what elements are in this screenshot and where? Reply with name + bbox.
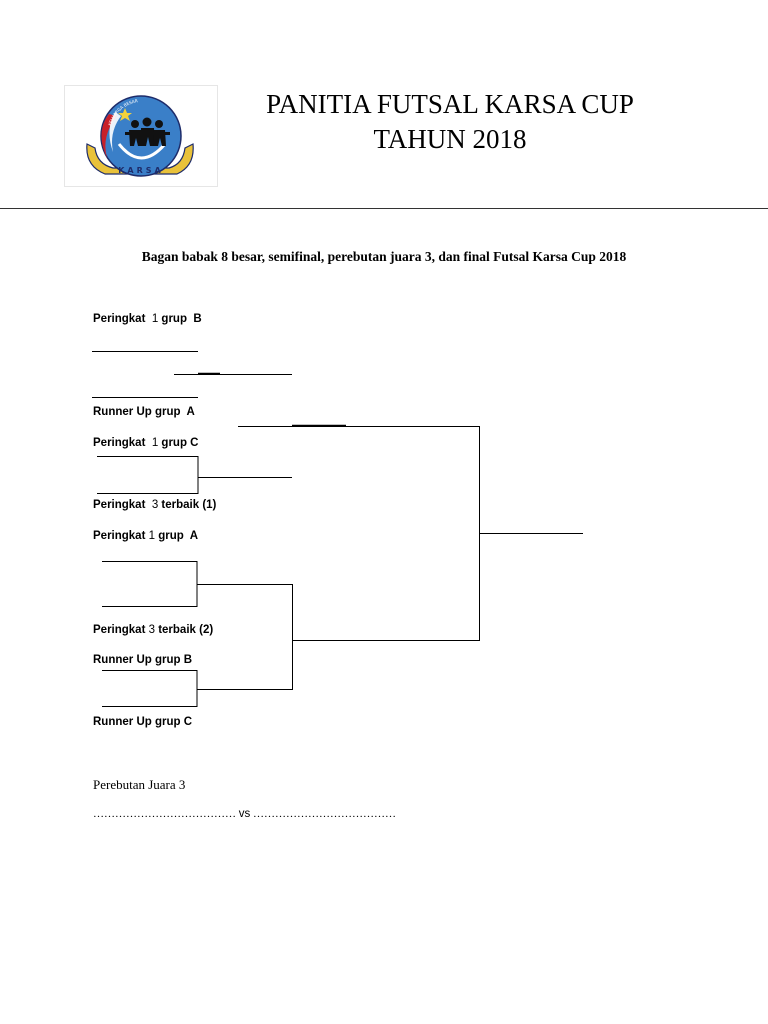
page-title-line1: PANITIA FUTSAL KARSA CUP: [266, 89, 634, 119]
karsa-emblem-icon: [65, 86, 217, 186]
logo-bottom-text: KARSA: [118, 166, 164, 175]
team-slot-7: Runner Up grup B: [93, 654, 193, 666]
karsa-logo: [64, 85, 218, 187]
logo-arc-text: KELUARGA BESAR: [107, 98, 139, 127]
page-title-line2: TAHUN 2018: [373, 124, 527, 154]
team-slot-1: Peringkat 1 grup B: [93, 313, 202, 325]
team-slot-2: Runner Up grup A: [93, 406, 195, 418]
third-place-left-blank: …………………………………: [93, 808, 236, 820]
team-slot-4: Peringkat 3 terbaik (1): [93, 499, 217, 511]
bracket-subtitle: Bagan babak 8 besar, semifinal, perebutan juara 3, dan final Futsal Karsa Cup 2018: [141, 249, 627, 264]
header-divider: [0, 208, 768, 209]
vs-label: vs: [238, 808, 251, 820]
third-place-match: [93, 808, 396, 820]
team-slot-6: Peringkat 3 terbaik (2): [93, 624, 214, 636]
team-slot-3: Peringkat 1 grup C: [93, 437, 199, 449]
third-place-right-blank: …………………………………: [253, 808, 396, 820]
third-place-label: Perebutan Juara 3: [93, 777, 186, 792]
team-slot-5: Peringkat 1 grup A: [93, 530, 199, 542]
team-slot-8: Runner Up grup C: [93, 716, 193, 728]
